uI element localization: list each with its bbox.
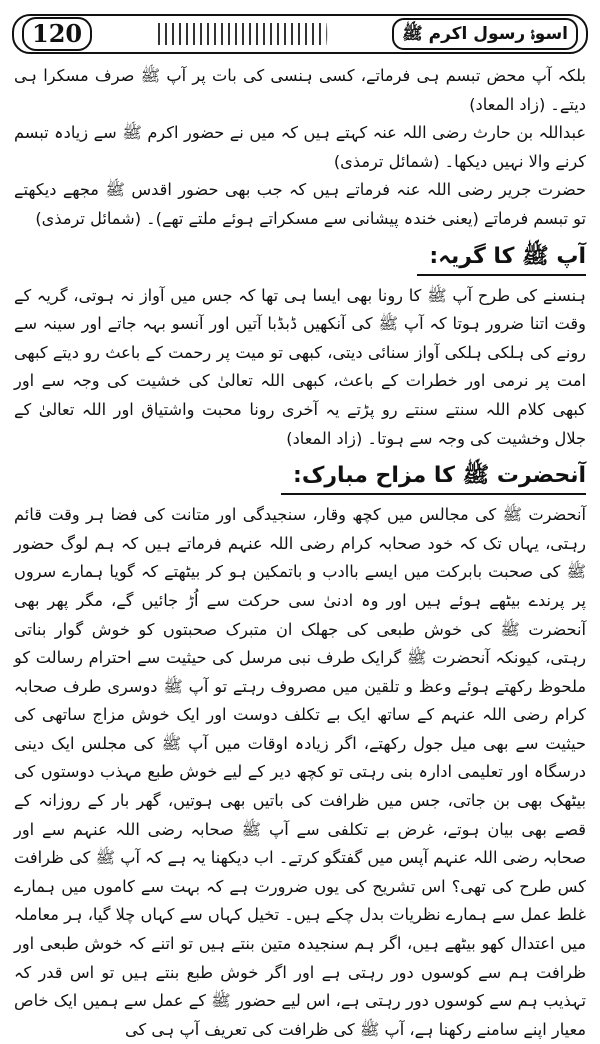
page-number: 120 [22,17,92,51]
page-header [12,14,588,54]
paragraph-abdullah: عبداللہ بن حارث رضی اللہ عنہ کہتے ہیں کہ میں نے حضور اکرم ﷺ سے زیادہ تبسم کرنے والا نہیں دیکھا۔ (شمائل ترمذی) [14,123,586,171]
paragraph-smile: بلکہ آپ محض تبسم ہی فرماتے، کسی ہنسی کی بات پر آپ ﷺ صرف مسکرا ہی دیتے۔ (زاد المعاد) [14,66,586,114]
heading-humor: آنحضرت ﷺ کا مزاح مبارک: [281,457,586,495]
paragraph-jarir: حضرت جریر رضی اللہ عنہ فرماتے ہیں کہ جب بھی حضور اقدس ﷺ مجھے دیکھتے تو تبسم فرماتے (یعنی خندہ پیشانی سے مسکراتے ہوئے ملتے تھے)۔ (شمائل ترمذی) [14,180,586,228]
page-content [14,62,586,1044]
paragraph-humor: آنحضرت ﷺ کی مجالس میں کچھ وقار، سنجیدگی اور متانت کی فضا ہر وقت قائم رہتی، یہاں تک کہ خود صحابہ کرام رضی اللہ عنہم فرماتے ہیں کہ ہم لوگ حضور ﷺ کی صحبت بابرکت میں ایسے باادب و باتمکین ہو کر بیٹھتے کہ گویا ہمارے سروں پر پرندے بیٹھے ہوئے ہیں اور وہ ادنیٰ سی حرکت سے اُڑ جائیں گے، مگر پھر بھی آنحضرت ﷺ کی خوش طبعی کی جھلک ان متبرک صحبتوں کو خوش گوار بناتی رہتی، کیونکہ آنحضرت ﷺ گرایک طرف نبی مرسل کی حیثیت سے احترام رسالت کو ملحوظ رکھتے ہوئے وعظ و تلقین میں مصروف رہتے تو آپ ﷺ دوسری طرف صحابہ کرام رضی اللہ عنہم کے ساتھ ایک بے تکلف دوست اور ایک خوش مزاج ساتھی کی حیثیت سے بھی میل جول رکھتے، اگر زیادہ اوقات میں آپ ﷺ کی مجلس ایک دینی درسگاہ اور تعلیمی ادارہ بنی رہتی تو کچھ دیر کے لیے خوش طبع مہذب دوستوں کی بیٹھک بھی بن جاتی، جس میں ظرافت کی باتیں بھی ہوتیں، گھر بار کے روزانہ کے قصے بھی بیان ہوتے، غرض بے تکلفی سے آپ ﷺ صحابہ رضی اللہ عنہم سے اور صحابہ رضی اللہ عنہم آپس میں گفتگو کرتے۔ اب دیکھنا یہ ہے کہ آپ ﷺ کی ظرافت کس طرح کی تھی؟ اس تشریح کی یوں ضرورت ہے کہ بہت سے کاموں میں ہمارے غلط عمل سے ہمارے نظریات بدل چکے ہیں۔ تخیل کہاں سے کہاں چلا گیا، ہر معاملہ میں اعتدال کھو بیٹھے ہیں، اگر ہم سنجیدہ متین بنتے ہیں تو اتنے کہ خوش طبعی اور ظرافت ہم سے کوسوں دور رہتی ہے اور اگر خوش طبع بنتے ہیں تو اس قدر کہ تہذیب ہم سے کوسوں دور رہتی ہے، اس لیے حضور ﷺ کے عمل سے ہمیں ایک خاص معیار اپنے سامنے رکھنا ہے، آپ ﷺ کی ظرافت کی تعریف آپ ہی کی [14,505,586,1039]
running-title: اسوۂ رسول اکرم ﷺ [392,18,578,50]
heading-weeping: آپ ﷺ کا گریہ: [417,238,586,276]
ornament-border [102,23,382,45]
paragraph-weeping: ہنسنے کی طرح آپ ﷺ کا رونا بھی ایسا ہی تھا کہ جس میں آواز نہ ہوتی، گریہ کے وقت اتنا ضرور ہوتا کہ آپ ﷺ کی آنکھیں ڈبڈبا آتیں اور آنسو بہہ جاتے اور سینہ سے رونے کی ہلکی ہلکی آواز سنائی دیتی، کبھی تو میت پر رحمت کے باعث رو دیتے کبھی امت پر نرمی اور خطرات کے باعث، کبھی اللہ تعالیٰ کی خشیت کی وجہ سے اور کبھی کلام اللہ سنتے سنتے رو پڑتے یہ آخری رونا محبت واشتیاق اور اللہ تعالیٰ کے جلال وخشیت کی وجہ سے ہوتا۔ (زاد المعاد) [14,285,586,448]
